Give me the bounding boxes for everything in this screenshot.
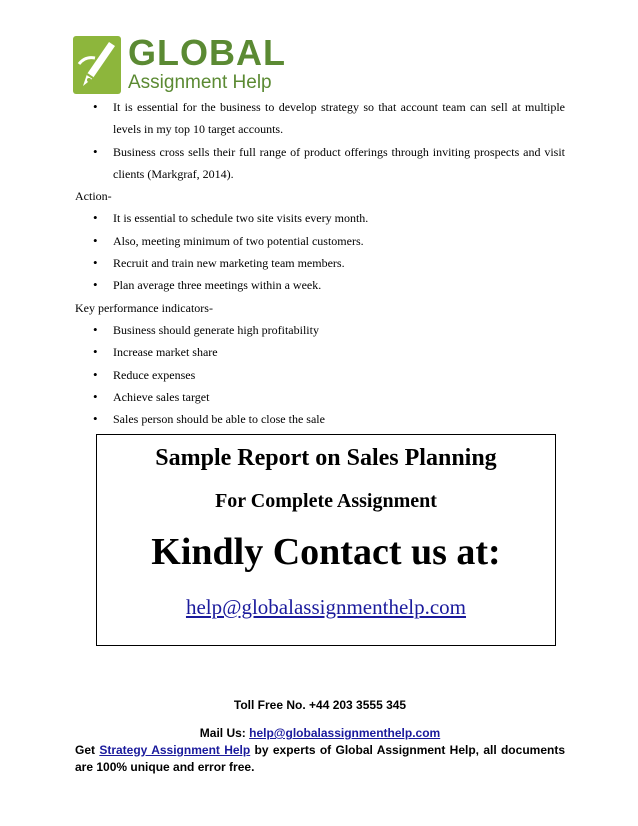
note-suffix: by experts of Global Assignment Help, all documents are 100% unique and error free. [75,743,565,774]
list-item: • Plan average three meetings within a week. [75,274,565,296]
pen-nib-icon [73,34,123,96]
strategy-assignment-help-link[interactable]: Strategy Assignment Help [99,743,251,757]
kpi-list [75,319,565,430]
action-heading: Action- [75,189,112,204]
list-item: • It is essential for the business to develop strategy so that account team can sell at multiple levels in my top 10 target accounts. [75,96,565,141]
toll-free-number: Toll Free No. +44 203 3555 345 [233,698,407,712]
note-prefix: Get [75,743,96,757]
promo-subtitle: For Complete Assignment [215,490,437,512]
logo [73,34,293,96]
logo-title: GLOBAL [128,32,286,73]
list-item: • Achieve sales target [75,386,565,408]
footer [75,697,565,776]
kpi-heading: Key performance indicators- [75,300,213,315]
promo-title: Sample Report on Sales Planning [155,445,497,471]
action-list [75,207,565,296]
footer-note [75,742,565,776]
promo-email-link[interactable]: help@globalassignmenthelp.com [185,595,467,619]
list-item: • It is essential to schedule two site visits every month. [75,207,565,229]
list-item: • Also, meeting minimum of two potential customers. [75,230,565,252]
mail-line [75,725,565,742]
list-item: • Sales person should be able to close the sale [75,408,565,430]
mail-link[interactable]: help@globalassignmenthelp.com [249,726,441,740]
promo-box [96,434,556,646]
list-item: • Reduce expenses [75,364,565,386]
report-body [75,96,565,430]
intro-list [75,96,565,185]
mail-label: Mail Us: [199,726,246,740]
list-item: • Business should generate high profitability [75,319,565,341]
promo-cta: Kindly Contact us at: [151,531,501,573]
list-item: • Increase market share [75,341,565,363]
logo-subtitle: Assignment Help [128,72,272,93]
list-item: • Business cross sells their full range of product offerings through inviting prospects and visit clients (Markgraf, 2014). [75,141,565,186]
list-item: • Recruit and train new marketing team members. [75,252,565,274]
